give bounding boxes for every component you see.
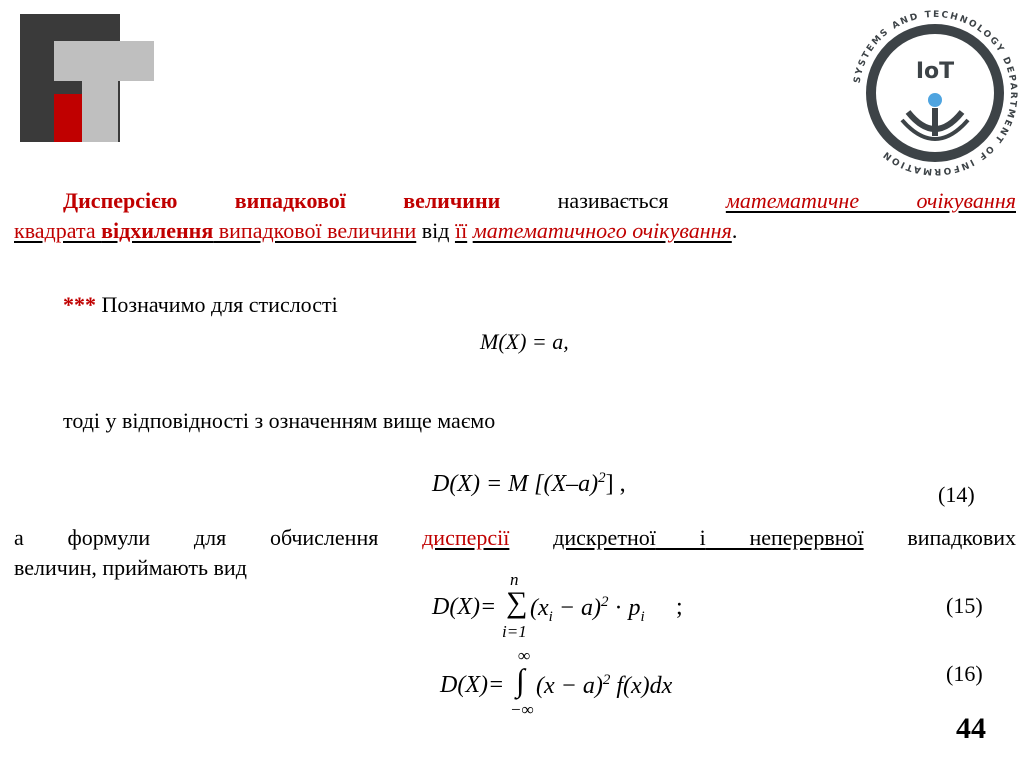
formula-16: D(X)= ∫ ∞ −∞ $(x - a)^2$ f(x)dx (440, 646, 673, 719)
definition-verb: називається (500, 188, 726, 213)
formula-14-number: (14) (938, 482, 975, 507)
note-stars: *** (63, 292, 96, 317)
page-number: 44 (956, 712, 986, 745)
iot-center-text: IoT (915, 59, 955, 84)
formula-15: D(X)= ∑ n i=1 $(x_i - a)^2 \cdot p_i$ ; (432, 570, 683, 641)
iot-logo (850, 8, 1020, 178)
formula-14: D(X) = M $[(X-a)^2]$ , (432, 470, 626, 497)
formula-16-number: (16) (946, 661, 983, 686)
note-text: Позначимо для стислості (96, 292, 338, 317)
definition-expectation-link: математичне очікування (725, 188, 1016, 213)
formulas-intro: а формули для обчислення дисперсії дискретної і неперервної випадкових величин, приймають вид (14, 525, 1016, 580)
definition-line-2: квадрата відхилення випадкової величини від її математичного очікування. (14, 218, 738, 243)
svg-text:SYSTEMS AND TECHNOLOGY DEPARTM: SYSTEMS AND TECHNOLOGY DEPARTMENT OF INFORMATION (852, 9, 1019, 177)
ft-logo (20, 14, 160, 144)
definition-paragraph (14, 186, 1016, 246)
definition-term: Дисперсією випадкової величини (63, 188, 501, 213)
expectation-notation: M(X) = a, (480, 329, 569, 354)
notation-note (63, 290, 338, 320)
definition-line-1 (14, 186, 1016, 216)
formula-15-number: (15) (946, 593, 983, 618)
then-text: тоді у відповідності з означенням вище маємо (63, 408, 496, 433)
